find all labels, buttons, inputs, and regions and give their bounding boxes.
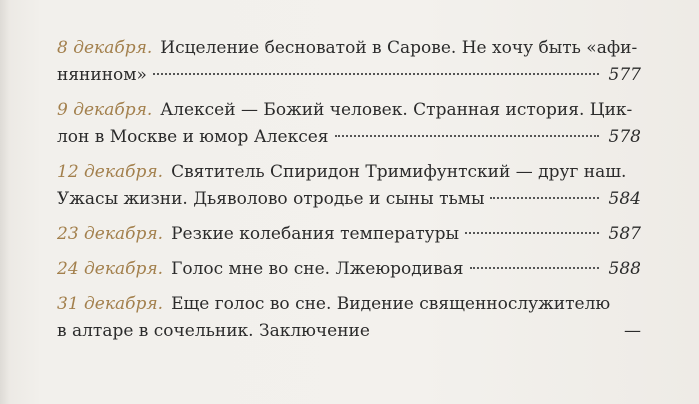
dot-leader xyxy=(153,73,599,75)
toc-entry-line xyxy=(57,224,641,251)
toc-entry-date: 31 декабря. xyxy=(57,294,164,314)
toc-entry-page: 578 xyxy=(608,127,641,147)
toc-entry xyxy=(57,38,641,92)
toc-entry xyxy=(57,294,641,348)
dot-leader xyxy=(465,232,599,234)
toc-entry-page: 584 xyxy=(608,189,641,209)
toc-entry-line xyxy=(57,127,641,154)
toc-entry-title: Голос мне во сне. Лжеюродивая xyxy=(171,259,464,279)
toc-entry xyxy=(57,224,641,251)
toc-entry-title: Еще голос во сне. Видение священнослужителю xyxy=(171,294,611,314)
dot-leader xyxy=(470,267,599,269)
toc-entry-page: 588 xyxy=(608,259,641,279)
toc-entry-date: 8 декабря. xyxy=(57,38,153,58)
toc-entry-title: Святитель Спиридон Тримифунтский — друг наш. xyxy=(171,162,627,182)
toc-entry-page: 577 xyxy=(608,65,641,85)
toc-entry-line xyxy=(57,65,641,92)
toc-entry-line xyxy=(57,321,641,348)
toc-entry-title: Алексей — Божий человек. Странная история. Цик- xyxy=(160,100,633,120)
toc-entry-line xyxy=(57,162,641,189)
toc-entry-line xyxy=(57,100,641,127)
toc-entry-line xyxy=(57,294,641,321)
toc-entry-line xyxy=(57,189,641,216)
toc-entry-title-cont: Ужасы жизни. Дьяволово отродье и сыны тьмы xyxy=(57,189,485,209)
toc-entry-date: 12 декабря. xyxy=(57,162,164,182)
toc-entry-title: Резкие колебания температуры xyxy=(171,224,460,244)
dot-leader xyxy=(335,135,599,137)
toc-entry xyxy=(57,100,641,154)
toc-entry-date: 23 декабря. xyxy=(57,224,164,244)
table-of-contents xyxy=(57,38,641,348)
toc-entry-title: Исцеление бесноватой в Сарове. Не хочу быть «афи- xyxy=(160,38,638,58)
toc-entry-title-cont: нянином» xyxy=(57,65,147,85)
toc-entry xyxy=(57,259,641,286)
toc-entry-title-cont: лон в Москве и юмор Алексея xyxy=(57,127,329,147)
toc-entry-page: — xyxy=(624,321,641,341)
dot-leader xyxy=(490,197,599,199)
toc-entry-title-cont: в алтаре в сочельник. Заключение xyxy=(57,321,370,341)
page-gutter-shadow xyxy=(0,0,10,404)
toc-entry-page: 587 xyxy=(608,224,641,244)
toc-entry-date: 9 декабря. xyxy=(57,100,153,120)
toc-entry-line xyxy=(57,259,641,286)
toc-entry xyxy=(57,162,641,216)
toc-entry-line xyxy=(57,38,641,65)
toc-entry-date: 24 декабря. xyxy=(57,259,164,279)
